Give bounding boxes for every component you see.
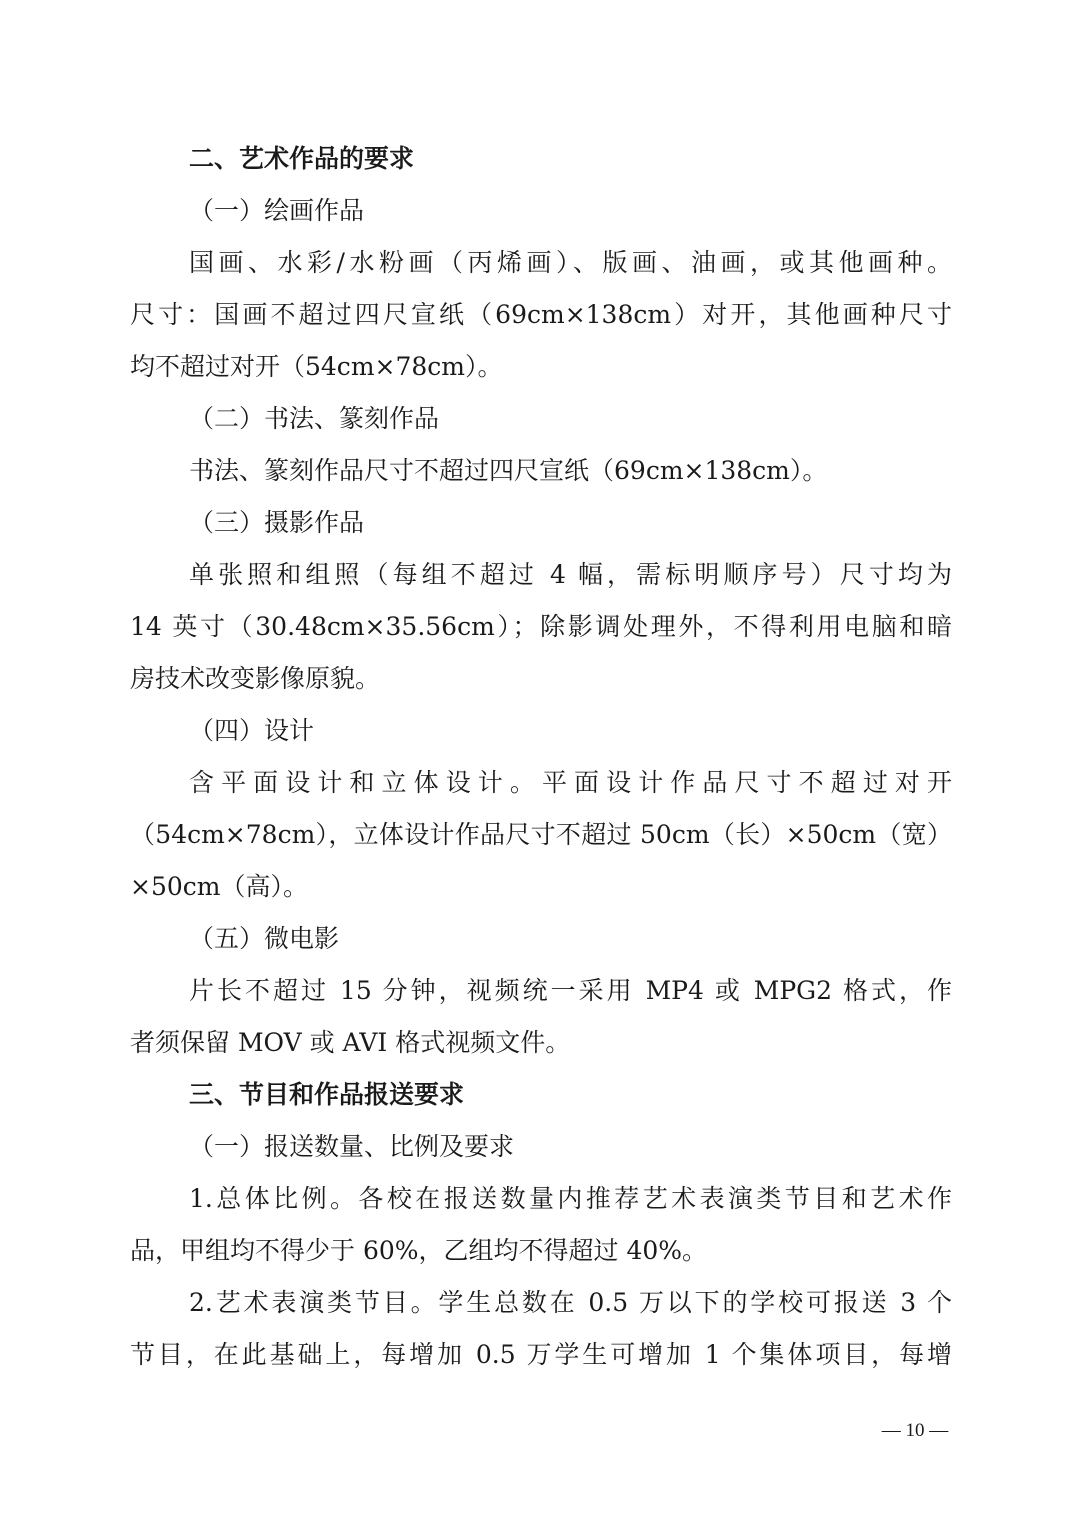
photography-line-2: 14 英寸（30.48cm×35.56cm）；除影调处理外，不得利用电脑和暗 bbox=[130, 612, 952, 641]
quantity-line-3: 2.艺术表演类节目。学生总数在 0.5 万以下的学校可报送 3 个 bbox=[189, 1288, 952, 1317]
photography-heading: （三）摄影作品 bbox=[189, 508, 365, 537]
calligraphy-heading: （二）书法、篆刻作品 bbox=[189, 404, 440, 433]
painting-line-1: 国画、水彩/水粉画（丙烯画）、版画、油画，或其他画种。 bbox=[189, 248, 952, 277]
design-heading: （四）设计 bbox=[189, 716, 315, 745]
section-3-title: 三、节目和作品报送要求 bbox=[189, 1080, 465, 1109]
painting-line-2: 尺寸：国画不超过四尺宣纸（69cm×138cm）对开，其他画种尺寸 bbox=[130, 300, 952, 329]
calligraphy-line-1: 书法、篆刻作品尺寸不超过四尺宣纸（69cm×138cm）。 bbox=[189, 456, 828, 485]
document-body bbox=[130, 133, 952, 1381]
design-line-2: （54cm×78cm），立体设计作品尺寸不超过 50cm（长）×50cm（宽） bbox=[130, 820, 952, 849]
photography-line-3: 房技术改变影像原貌。 bbox=[130, 664, 381, 693]
design-line-3: ×50cm（高）。 bbox=[130, 872, 308, 901]
film-line-2: 者须保留 MOV 或 AVI 格式视频文件。 bbox=[130, 1028, 571, 1057]
painting-heading: （一）绘画作品 bbox=[189, 196, 365, 225]
quantity-heading: （一）报送数量、比例及要求 bbox=[189, 1132, 515, 1161]
design-line-1: 含平面设计和立体设计。平面设计作品尺寸不超过对开 bbox=[189, 768, 952, 797]
page-number: — 10 — bbox=[881, 1420, 949, 1441]
photography-line-1: 单张照和组照（每组不超过 4 幅，需标明顺序号）尺寸均为 bbox=[189, 560, 952, 589]
film-line-1: 片长不超过 15 分钟，视频统一采用 MP4 或 MPG2 格式，作 bbox=[189, 976, 952, 1005]
quantity-line-2: 品，甲组均不得少于 60%，乙组均不得超过 40%。 bbox=[130, 1236, 708, 1265]
film-heading: （五）微电影 bbox=[189, 924, 340, 953]
painting-line-3: 均不超过对开（54cm×78cm）。 bbox=[130, 352, 503, 381]
section-2-title: 二、艺术作品的要求 bbox=[189, 144, 415, 173]
quantity-line-4: 节目，在此基础上，每增加 0.5 万学生可增加 1 个集体项目，每增 bbox=[130, 1340, 952, 1369]
quantity-line-1: 1.总体比例。各校在报送数量内推荐艺术表演类节目和艺术作 bbox=[189, 1184, 952, 1213]
